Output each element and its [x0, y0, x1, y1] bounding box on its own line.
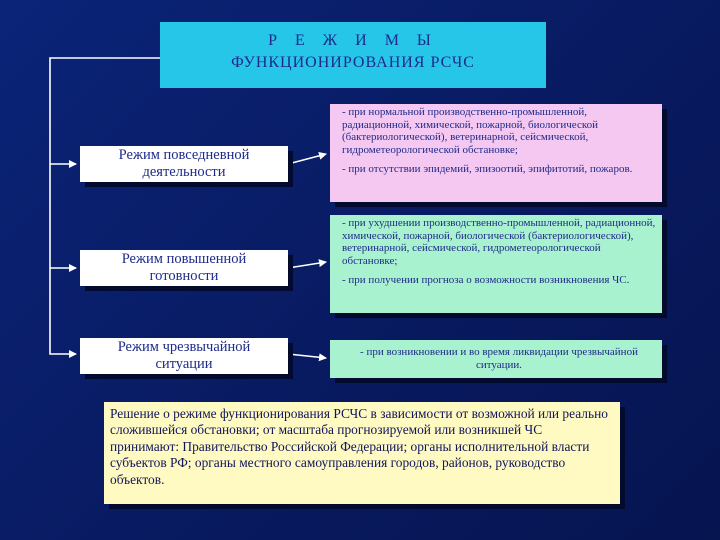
conditions-alert-p2: - при получении прогноза о возможности возникновения ЧС. [342, 274, 630, 286]
conditions-emergency-box [330, 340, 662, 378]
arrow-alert-cond [288, 262, 326, 268]
mode-emergency-line-1: Режим чрезвычайной [117, 339, 251, 355]
arrow-emergency-cond [288, 354, 326, 358]
conditions-alert-box [330, 215, 662, 313]
arrow-daily-cond [288, 154, 326, 164]
mode-daily-line-1: Режим повседневной [118, 147, 250, 163]
title-box [160, 22, 546, 88]
mode-emergency-line-2: ситуации [155, 356, 213, 372]
mode-daily-line-2: деятельности [142, 164, 226, 180]
conditions-daily-p2: - при отсутствии эпидемий, эпизоотий, эпифитотий, пожаров. [342, 163, 633, 175]
mode-emergency-box [80, 338, 288, 374]
title-line-1: Р Е Ж И М Ы [268, 32, 438, 49]
mode-alert-box [80, 250, 288, 286]
mode-alert-line-2: готовности [149, 268, 219, 284]
conditions-daily-p1: - при нормальной производственно-промышленной, радиационной, химической, пожарной, биологической (бактериологической), ветеринарной, сейсмической, гидрометеорологической обстановке; [342, 106, 598, 156]
decision-box [104, 402, 620, 504]
mode-daily-box [80, 146, 288, 182]
title-line-2: ФУНКЦИОНИРОВАНИЯ РСЧС [231, 54, 475, 71]
decision-text: Решение о режиме функционирования РСЧС в зависимости от возможной или реально сложившейся обстановки; от масштаба прогнозируемой или возникшей ЧС принимают: Правительство Российской Федерации; органы исполнительной власти субъектов РФ; органы местного самоуправления городов, районов, руководство объектов. [110, 406, 608, 487]
conditions-emergency-p1: - при возникновении и во время ликвидации чрезвычайной ситуации. [360, 346, 638, 371]
conditions-daily-box [330, 104, 662, 202]
mode-alert-line-1: Режим повышенной [121, 251, 247, 267]
conditions-alert-p1: - при ухудшении производственно-промышленной, радиационной, химической, пожарной, биологической (бактериологической), ветеринарной, сейсмической, гидрометеорологической обстановке; [342, 217, 656, 267]
trunk-line [50, 58, 160, 354]
